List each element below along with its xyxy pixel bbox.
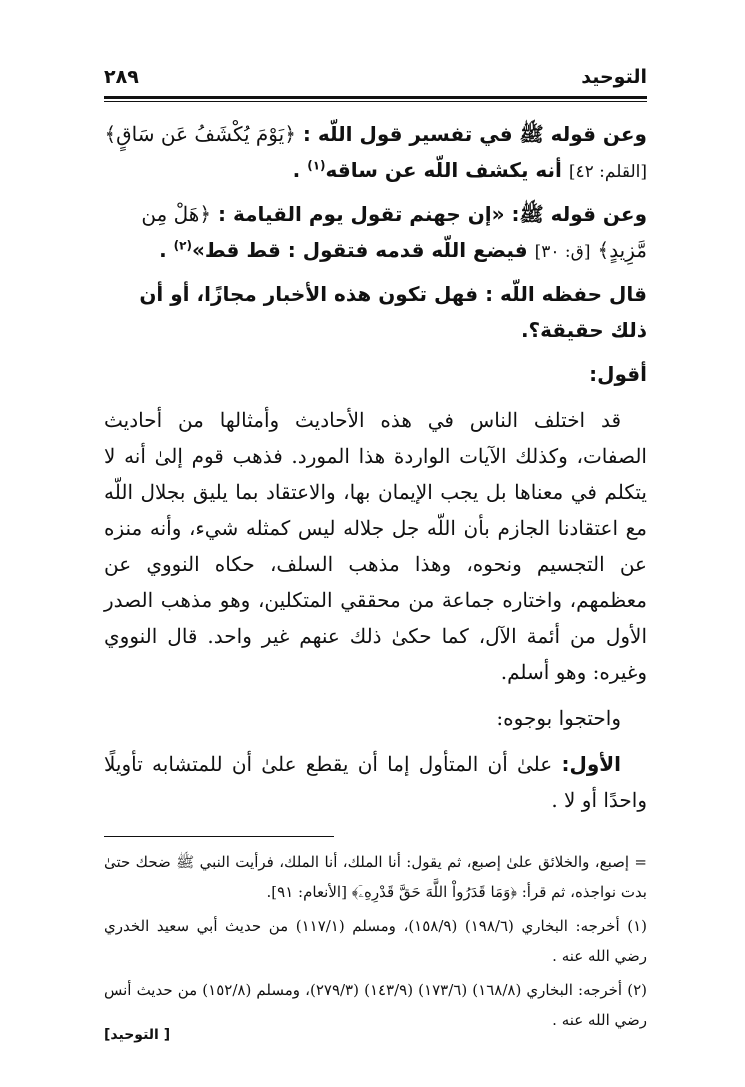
footnote-rule (104, 836, 334, 837)
answer-paragraph-2: واحتجوا بوجوه: (496, 706, 621, 730)
question-block (104, 116, 647, 348)
question-paragraph-1: وعن قوله ﷺ في تفسير قول اللّه : ﴿يَوْمَ يُكْشَفُ عَن سَاقٍ﴾ [القلم: ٤٢] أنه يكشف اللّه عن ساقه$^{(١)}$ . (104, 122, 647, 182)
footnote-continuation: = إصبع، والخلائق علىٰ إصبع، ثم يقول: أنا الملك، أنا الملك، فرأيت النبي ﷺ ضحك حتىٰ بدت نواجذه، ثم قرأ: ﴿وَمَا قَدَرُواْ اللَّهَ حَقَّ قَدْرِهِۦٓ﴾ [الأنعام: ٩١]. (104, 853, 647, 901)
section-title: التوحيد (581, 66, 647, 88)
answer-paragraph-3: الأول: علىٰ أن المتأول إما أن يقطع علىٰ أن للمتشابه تأويلًا واحدًا أو لا . (104, 752, 647, 812)
answer-heading: أقول: (589, 362, 647, 386)
footnotes (104, 847, 647, 1035)
quran-verse: ﴿هَلْ مِن مَّزِيدٍ﴾ (141, 202, 647, 262)
answer-paragraph-1: قد اختلف الناس في هذه الأحاديث وأمثالها من أحاديث الصفات، وكذلك الآيات الواردة هذا المورد. فذهب قوم إلىٰ أنه لا يتكلم في معناها بل يجب الإيمان بها، والاعتقاد بما يليق بجلال اللّه مع اعتقادنا الجازم بأن اللّه جل جلاله ليس كمثله شيء، وأنه منزه عن التجسيم ونحوه، وهذا مذهب السلف، حكاه النووي عن معظمهم، واختاره جماعة من محققي المتكلين، وهو مذهب الصدر الأول من أئمة الآل، كما حكىٰ ذلك عنهم غير واحد. قال النووي وغيره: وهو أسلم. (104, 408, 647, 684)
verse-reference: [القلم: ٤٢] (568, 162, 647, 182)
book-tag: [ التوحيد] (104, 1027, 171, 1043)
verse-reference: [ق: ٣٠] (534, 242, 591, 262)
answer-body (104, 402, 647, 818)
footnote-2: (٢) أخرجه: البخاري (١٦٨/٨) (١٧٣/٦) (١٤٣/٩) (٢٧٩/٣)، ومسلم (١٥٢/٨) من حديث أنس رضي الله عنه . (104, 981, 647, 1029)
footnote-1: (١) أخرجه: البخاري (١٩٨/٦) (١٥٨/٩)، ومسلم (١١٧/١) من حديث أبي سعيد الخدري رضي الله عنه . (104, 917, 647, 965)
question-paragraph-2: وعن قوله ﷺ: «إن جهنم تقول يوم القيامة : ﴿هَلْ مِن مَّزِيدٍ﴾ [ق: ٣٠] فيضع اللّه قدمه فتقول : قط قط»$^{(٢)}$ . (141, 202, 647, 262)
running-head (104, 58, 647, 88)
question-paragraph-3: قال حفظه اللّه : فهل تكون هذه الأخبار مجازًا، أو أن ذلك حقيقة؟. (139, 282, 647, 342)
point-label: الأول: (561, 752, 621, 776)
footnote-marker: (١) (307, 158, 326, 173)
footnote-marker: (٢) (173, 238, 192, 253)
quran-verse: ﴿يَوْمَ يُكْشَفُ عَن سَاقٍ﴾ (104, 122, 296, 146)
header-rule (104, 96, 647, 102)
page-number: ٢٨٩ (104, 66, 139, 88)
